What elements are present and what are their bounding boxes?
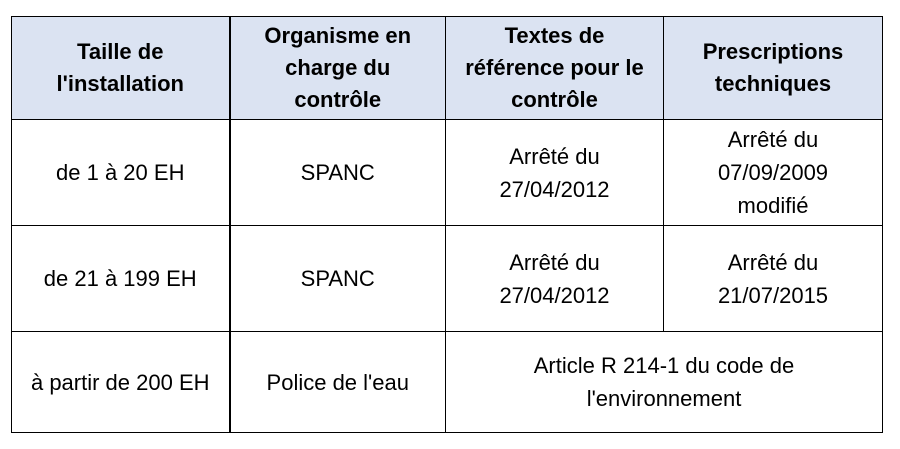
cell-text-line: 21/07/2015: [717, 282, 829, 308]
cell-text-line: Arrêté du: [727, 249, 819, 275]
cell-text-line: modifié: [737, 193, 809, 218]
cell-technical-prescriptions: [664, 226, 883, 332]
cell-text-line: Arrêté du: [509, 249, 600, 275]
header-text-line: techniques: [714, 71, 832, 96]
cell-text-line: 27/04/2012: [499, 176, 610, 202]
header-text-line: Taille de: [77, 39, 164, 64]
cell-text-line: Arrêté du: [509, 143, 600, 169]
table-row: [12, 120, 883, 226]
header-text-line: Prescriptions: [702, 39, 844, 64]
cell-text-line: 27/04/2012: [499, 282, 610, 308]
regulation-table: [11, 16, 883, 433]
cell-text-line: Article R 214-1 du code de: [533, 353, 795, 378]
cell-installation-size: de 1 à 20 EH: [12, 120, 230, 226]
header-control-organism: [230, 17, 446, 120]
cell-text-line: Arrêté du: [727, 127, 819, 152]
cell-text-line: l'environnement: [586, 386, 742, 411]
header-technical-prescriptions: [664, 17, 883, 120]
header-text-line: contrôle: [294, 87, 382, 112]
cell-installation-size: à partir de 200 EH: [12, 332, 230, 433]
cell-reference-texts: [446, 226, 664, 332]
header-text-line: contrôle: [511, 87, 598, 112]
header-installation-size: [12, 17, 230, 120]
cell-technical-prescriptions: [664, 120, 883, 226]
table-row: [12, 226, 883, 332]
cell-merged-reference-prescriptions: [446, 332, 883, 433]
header-row: [12, 17, 883, 120]
cell-installation-size: de 21 à 199 EH: [12, 226, 230, 332]
table-row: [12, 332, 883, 433]
cell-control-organism: SPANC: [230, 226, 446, 332]
cell-control-organism: SPANC: [230, 120, 446, 226]
cell-control-organism: Police de l'eau: [230, 332, 446, 433]
header-text-line: l'installation: [56, 71, 184, 96]
cell-reference-texts: [446, 120, 664, 226]
cell-text-line: 07/09/2009: [717, 160, 829, 185]
header-text-line: référence pour le: [465, 55, 644, 80]
header-text-line: Textes de: [504, 23, 605, 48]
header-text-line: Organisme en: [264, 23, 412, 48]
header-reference-texts: [446, 17, 664, 120]
header-text-line: charge du: [285, 55, 391, 80]
